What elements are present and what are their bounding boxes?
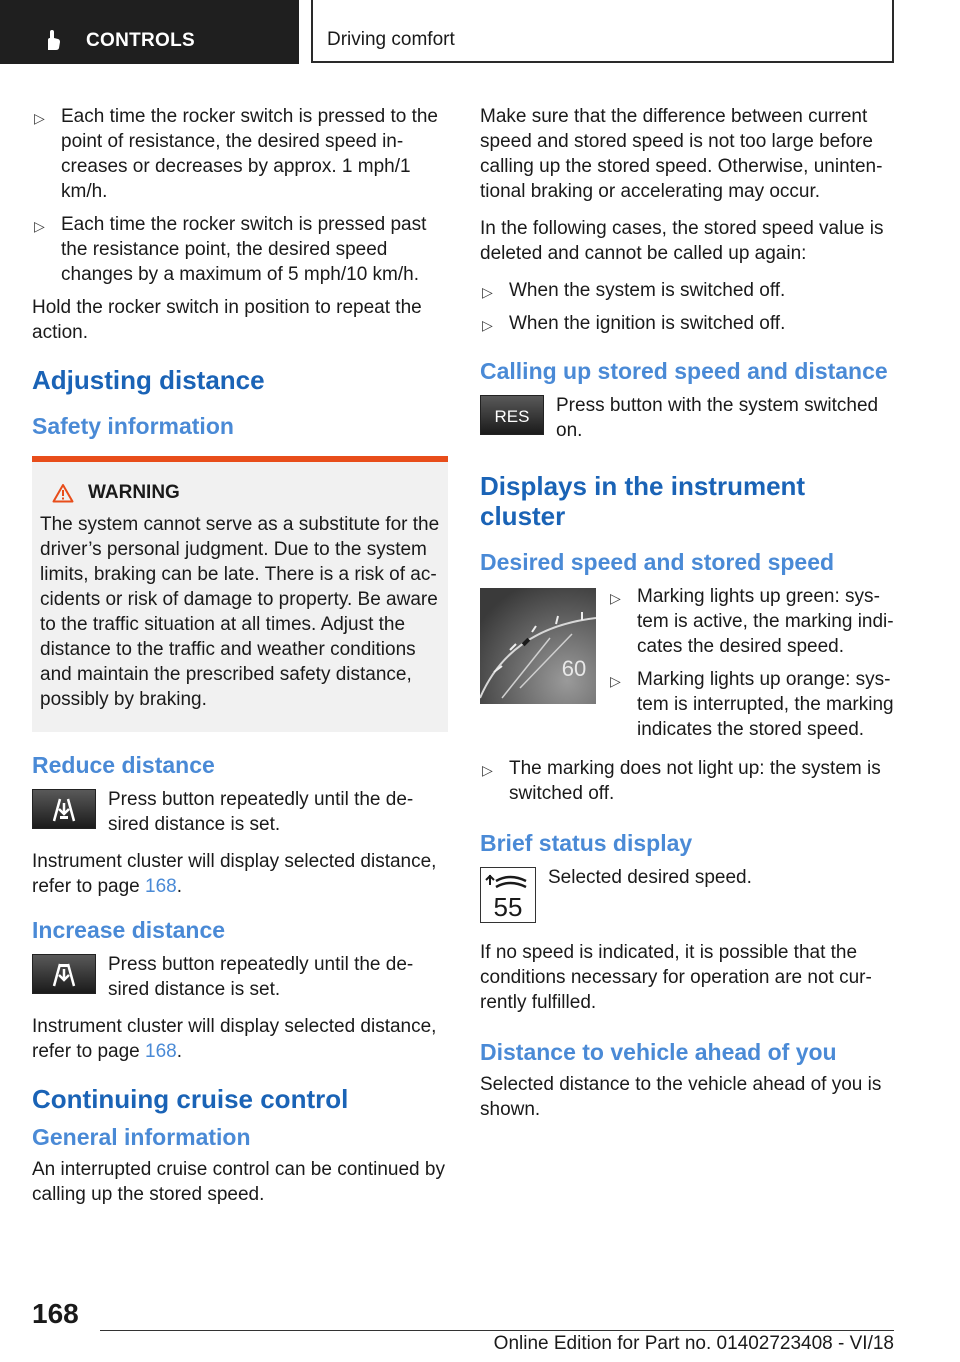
left-column xyxy=(32,104,448,1219)
no-speed-text: If no speed is indicated, it is possible that the conditions necessary for operation are not currently fulfilled. xyxy=(480,942,872,1013)
speedometer-gauge-image xyxy=(480,588,596,704)
triangle-bullet-icon: ▷ xyxy=(34,110,45,126)
heading-continuing-cruise-control: Continuing cruise control xyxy=(32,1084,349,1114)
section-title: CONTROLS xyxy=(86,30,196,51)
heading-brief-status-display: Brief status display xyxy=(480,830,693,856)
gauge-row xyxy=(480,584,896,750)
distance-text: Selected distance to the vehicle ahead of you is shown. xyxy=(480,1074,882,1120)
heading-calling-up-stored-speed: Calling up stored speed and distance xyxy=(480,358,888,384)
list-item: ▷ Marking lights up orange: system is interrupted, the marking indicates the stored speed. xyxy=(610,669,894,740)
heading-safety-information: Safety information xyxy=(32,413,234,439)
list-item: ▷ Each time the rocker switch is pressed past the resistance point, the desired speed changes by a maximum of 5 mph/10 km/h. xyxy=(34,214,427,285)
list-item: ▷ Marking lights up green: system is active, the marking indicates the desired speed. xyxy=(610,586,894,657)
heading-desired-stored-speed: Desired speed and stored speed xyxy=(480,549,835,575)
brief-status-value: 55 xyxy=(493,892,523,922)
increase-display-text: Instrument cluster will display selected distance, refer to page 168. xyxy=(32,1016,437,1062)
heading-increase-distance: Increase distance xyxy=(32,917,226,943)
footer-edition: Online Edition for Part no. 01402723408 - VI/18 xyxy=(493,1333,894,1354)
cruise-speed-display-icon xyxy=(480,867,536,928)
right-column xyxy=(480,104,896,1134)
increase-distance-button-icon xyxy=(32,954,96,999)
intro-text: Make sure that the difference between current speed and stored speed is not too large before calling up the stored speed. Otherwise, unintentional braking or accelerating may occur. xyxy=(480,106,883,202)
triangle-bullet-icon: ▷ xyxy=(610,590,621,606)
cases-intro-text: In the following cases, the stored speed value is deleted and cannot be called up again: xyxy=(480,218,884,264)
heading-distance-to-vehicle: Distance to vehicle ahead of you xyxy=(480,1039,837,1065)
heading-general-information: General information xyxy=(32,1124,251,1150)
triangle-bullet-icon: ▷ xyxy=(482,762,493,778)
heading-adjusting-distance: Adjusting distance xyxy=(32,365,265,395)
reduce-distance-row: Press button repeatedly until the desired distance is set. xyxy=(32,787,448,837)
section-tab xyxy=(0,0,299,64)
increase-distance-row: Press button repeatedly until the desired distance is set. xyxy=(32,952,448,1002)
warning-text: The system cannot serve as a substitute for the driver’s personal judgment. Due to the system limits, braking can be late. There is a risk of accidents or risk of damage to property. Be aware to the traffic situation at all times. Adjust the distance to the traffic and weather conditions and maintain the prescribed safety distance, possibly by braking. xyxy=(40,514,440,710)
warning-box xyxy=(32,456,448,732)
general-text: An interrupted cruise control can be continued by calling up the stored speed. xyxy=(32,1159,445,1205)
brief-status-row: 55 Selected desired speed. xyxy=(480,865,896,928)
footer-divider xyxy=(100,1330,894,1331)
triangle-bullet-icon: ▷ xyxy=(482,284,493,300)
gauge-value: 60 xyxy=(561,656,587,681)
hold-text: Hold the rocker switch in position to repeat the action. xyxy=(32,297,422,343)
reduce-distance-button-icon xyxy=(32,789,96,834)
heading-reduce-distance: Reduce distance xyxy=(32,752,215,778)
list-item: ▷ Each time the rocker switch is pressed to the point of resistance, the desired speed increases or decreases by approx. 1 mph/1 km/h. xyxy=(34,106,438,202)
heading-displays-instrument-cluster: Displays in the instrument cluster xyxy=(480,471,806,531)
res-button-icon xyxy=(480,395,544,440)
page-link[interactable]: 168 xyxy=(145,876,177,897)
page-number: 168 xyxy=(32,1298,79,1329)
triangle-bullet-icon: ▷ xyxy=(610,673,621,689)
gauge-bullets xyxy=(608,584,896,750)
reduce-display-text: Instrument cluster will display selected distance, refer to page 168. xyxy=(32,851,437,897)
hand-touch-icon xyxy=(40,28,64,52)
list-item: ▷ The marking does not light up: the system is switched off. xyxy=(482,758,881,804)
chapter-header xyxy=(311,0,894,63)
warning-triangle-icon xyxy=(52,483,74,503)
warning-title: WARNING xyxy=(40,482,440,504)
list-item: ▷ When the system is switched off. xyxy=(480,278,896,303)
res-label: RES xyxy=(494,407,530,426)
triangle-bullet-icon: ▷ xyxy=(34,218,45,234)
list-item: ▷ When the ignition is switched off. xyxy=(480,311,896,336)
chapter-title: Driving comfort xyxy=(327,29,455,50)
res-row: RES Press button with the system switched on. xyxy=(480,393,896,443)
page-link[interactable]: 168 xyxy=(145,1041,177,1062)
triangle-bullet-icon: ▷ xyxy=(482,317,493,333)
